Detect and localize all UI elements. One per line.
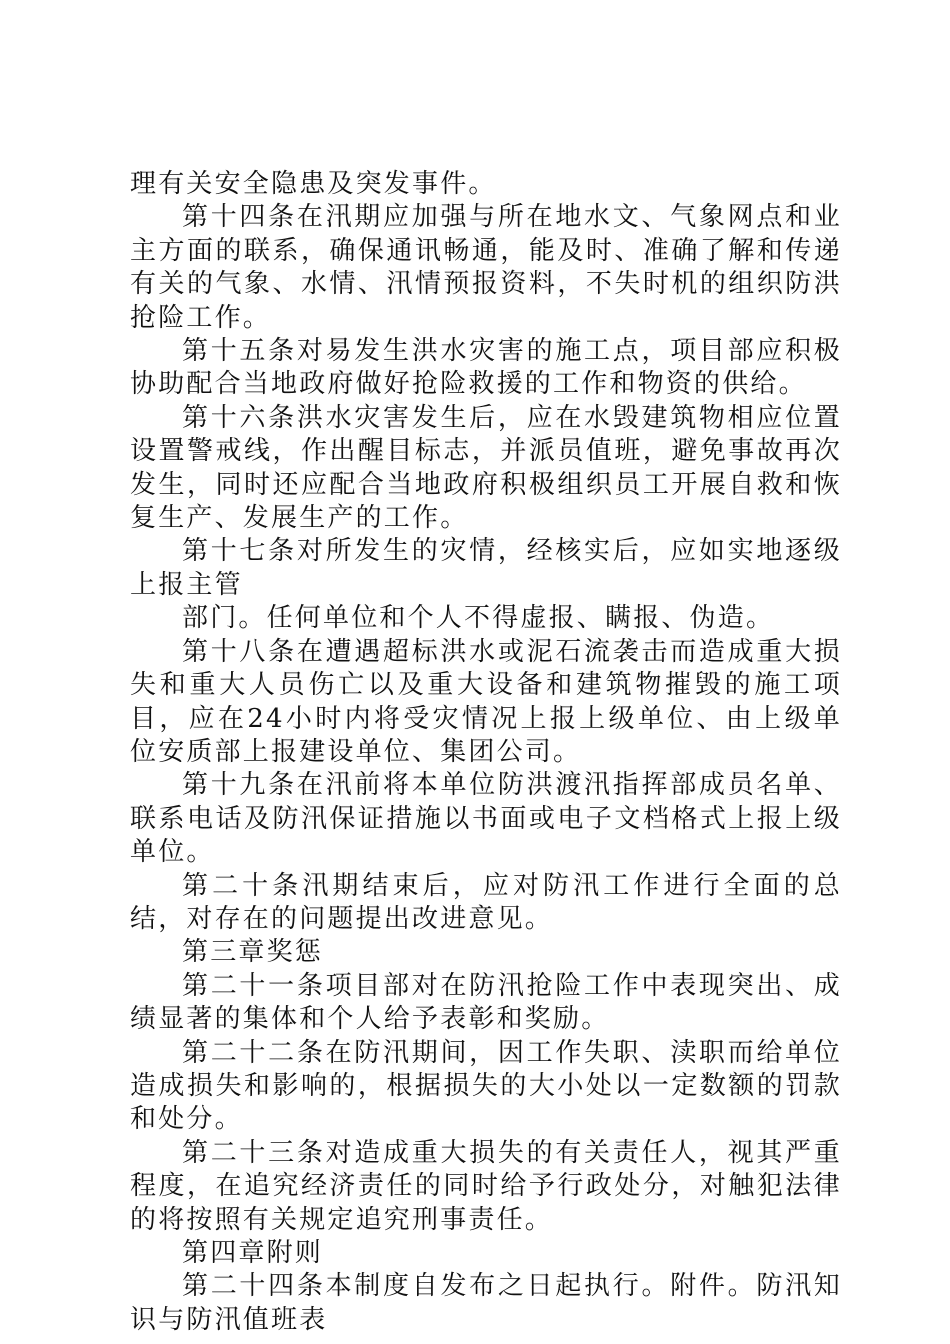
chapter-heading-4: 第四章附则	[182, 1238, 324, 1268]
paragraph-continuation: 理有关安全隐患及突发事件。	[130, 169, 497, 199]
paragraph-article-22: 第二十二条在防汛期间，因工作失职、渎职而给单位造成损失和影响的，根据损失的大小处以一定数额的罚款和处分。	[130, 1037, 842, 1135]
paragraph-article-20: 第二十条汛期结束后，应对防汛工作进行全面的总结，对存在的问题提出改进意见。	[130, 870, 842, 934]
paragraph-article-15: 第十五条对易发生洪水灾害的施工点，项目部应积极协助配合当地政府做好抢险救援的工作和物资的供给。	[130, 336, 842, 400]
document-body	[130, 168, 842, 1337]
paragraph-article-24: 第二十四条本制度自发布之日起执行。附件。防汛知识与防汛值班表	[130, 1271, 842, 1335]
paragraph-article-23: 第二十三条对造成重大损失的有关责任人，视其严重程度，在追究经济责任的同时给予行政处分，对触犯法律的将按照有关规定追究刑事责任。	[130, 1137, 842, 1235]
paragraph-article-18: 第十八条在遭遇超标洪水或泥石流袭击而造成重大损失和重大人员伤亡以及重大设备和建筑物摧毁的施工项目，应在24小时内将受灾情况上报上级单位、由上级单位安质部上报建设单位、集团公司。	[130, 636, 842, 767]
paragraph-article-17: 第十七条对所发生的灾情，经核实后，应如实地逐级上报主管	[130, 536, 842, 600]
paragraph-article-17-continued: 部门。任何单位和个人不得虚报、瞒报、伪造。	[182, 603, 775, 634]
paragraph-article-21: 第二十一条项目部对在防汛抢险工作中表现突出、成绩显著的集体和个人给予表彰和奖励。	[130, 970, 842, 1035]
paragraph-article-19: 第十九条在汛前将本单位防洪渡汛指挥部成员名单、联系电话及防汛保证措施以书面或电子文档格式上报上级单位。	[130, 770, 842, 868]
paragraph-article-16: 第十六条洪水灾害发生后，应在水毁建筑物相应位置设置警戒线，作出醒目标志，并派员值班，避免事故再次发生，同时还应配合当地政府积极组织员工开展自救和恢复生产、发展生产的工作。	[130, 402, 842, 534]
chapter-heading-3: 第三章奖惩	[182, 937, 324, 968]
paragraph-article-14: 第十四条在汛期应加强与所在地水文、气象网点和业主方面的联系，确保通讯畅通，能及时、准确了解和传递有关的气象、水情、汛情预报资料，不失时机的组织防洪抢险工作。	[130, 202, 842, 333]
